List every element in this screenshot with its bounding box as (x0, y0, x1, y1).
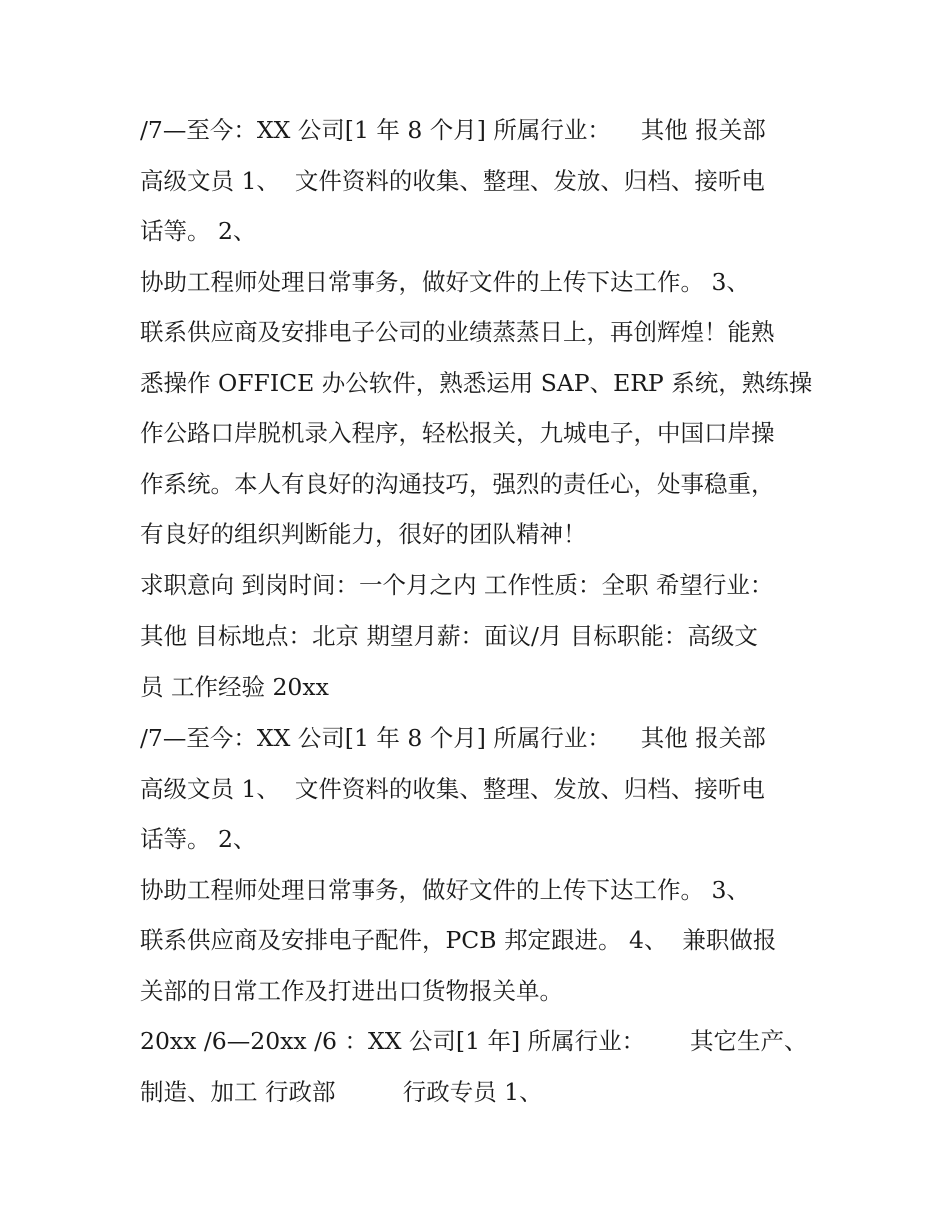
text-line-3: 话等。 2、 (140, 217, 257, 245)
text-line-1: /7—至今：XX 公司[1 年 8 个月] 所属行业： 其他 报关部 (140, 116, 766, 144)
text-line-9: 有良好的组织判断能力，很好的团队精神！ (140, 520, 587, 548)
text-line-14: 高级文员 1、 文件资料的收集、整理、发放、归档、接听电 (140, 775, 765, 803)
text-line-15: 话等。 2、 (140, 825, 257, 853)
text-line-18: 关部的日常工作及打进出口货物报关单。 (140, 977, 563, 1005)
text-line-6: 悉操作 OFFICE 办公软件，熟悉运用 SAP、ERP 系统，熟练操 (140, 369, 813, 397)
text-line-8: 作系统。本人有良好的沟通技巧，强烈的责任心，处事稳重， (140, 470, 775, 498)
text-line-13: /7—至今：XX 公司[1 年 8 个月] 所属行业： 其他 报关部 (140, 724, 766, 752)
text-line-19: 20xx /6—20xx /6 ：XX 公司[1 年] 所属行业： 其它生产、 (140, 1027, 808, 1055)
text-line-17: 联系供应商及安排电子配件，PCB 邦定跟进。 4、 兼职做报 (140, 926, 777, 954)
text-line-10: 求职意向 到岗时间：一个月之内 工作性质：全职 希望行业： (140, 571, 774, 599)
text-line-4: 协助工程师处理日常事务，做好文件的上传下达工作。 3、 (140, 268, 750, 296)
text-line-16: 协助工程师处理日常事务，做好文件的上传下达工作。 3、 (140, 876, 750, 904)
text-line-12: 员 工作经验 20xx (140, 673, 329, 701)
text-line-2: 高级文员 1、 文件资料的收集、整理、发放、归档、接听电 (140, 167, 765, 195)
text-line-20: 制造、加工 行政部 行政专员 1、 (140, 1078, 543, 1106)
text-line-7: 作公路口岸脱机录入程序，轻松报关，九城电子，中国口岸操 (140, 419, 775, 447)
text-line-11: 其他 目标地点：北京 期望月薪：面议/月 目标职能：高级文 (140, 622, 758, 650)
text-line-5: 联系供应商及安排电子公司的业绩蒸蒸日上，再创辉煌！能熟 (140, 318, 775, 346)
